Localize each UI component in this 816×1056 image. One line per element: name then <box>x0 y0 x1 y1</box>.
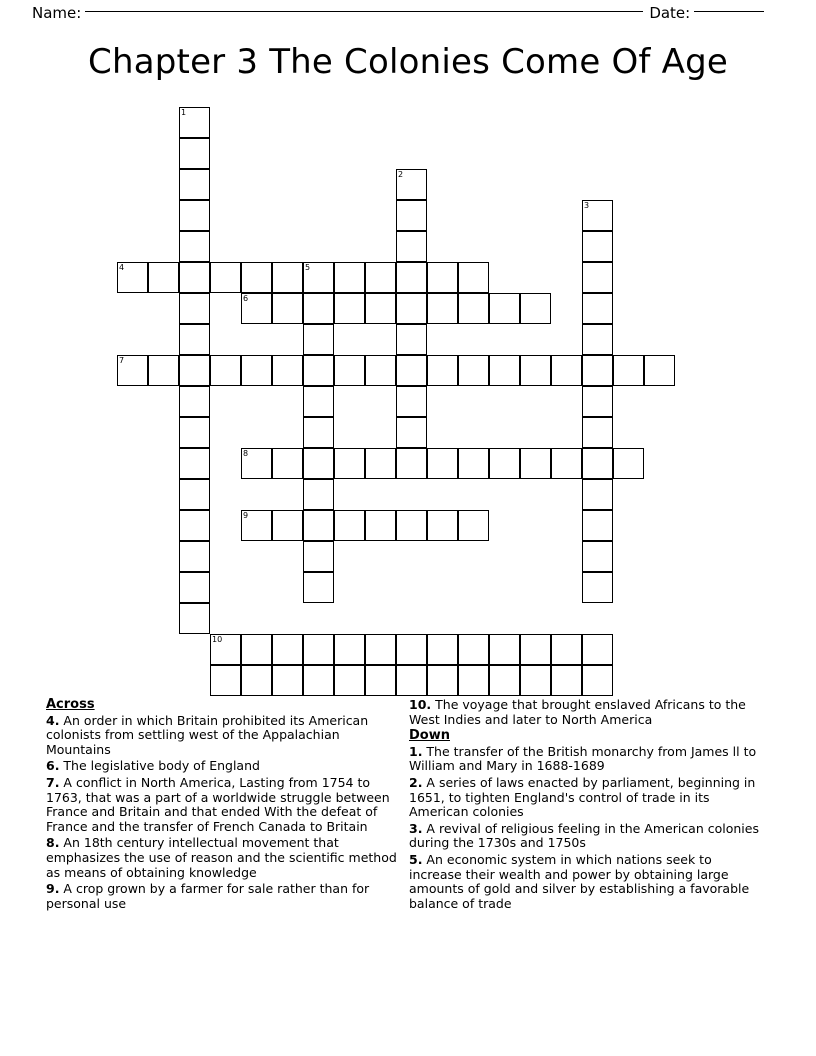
cell-number: 5 <box>305 263 311 272</box>
crossword-cell[interactable] <box>582 231 613 262</box>
crossword-cell[interactable] <box>613 355 644 386</box>
crossword-cell[interactable] <box>582 634 613 665</box>
crossword-cell[interactable] <box>179 510 210 541</box>
crossword-grid[interactable] <box>0 104 816 704</box>
crossword-cell[interactable] <box>489 355 520 386</box>
clue-text: An economic system in which nations seek to increase their wealth and power by obtaining large amounts of gold and silver by establishing a favorable balance of trade <box>409 851 750 911</box>
crossword-cell[interactable] <box>179 231 210 262</box>
clue-down-2 <box>409 776 764 820</box>
cell-number: 1 <box>181 108 187 117</box>
crossword-cell[interactable] <box>303 541 334 572</box>
crossword-cell[interactable] <box>148 355 179 386</box>
clue-across-10 <box>409 698 764 727</box>
crossword-cell[interactable] <box>396 386 427 417</box>
crossword-cell[interactable] <box>334 293 365 324</box>
crossword-cell[interactable] <box>241 634 272 665</box>
crossword-cell[interactable] <box>582 572 613 603</box>
crossword-cell[interactable] <box>582 665 613 696</box>
crossword-cell[interactable] <box>396 262 427 293</box>
crossword-cell[interactable] <box>489 293 520 324</box>
crossword-cell[interactable] <box>303 634 334 665</box>
cell-number: 10 <box>212 635 223 644</box>
crossword-cell[interactable] <box>365 293 396 324</box>
crossword-cell[interactable] <box>241 510 272 541</box>
crossword-cell[interactable] <box>427 355 458 386</box>
crossword-cell[interactable] <box>148 262 179 293</box>
date-label: Date: <box>649 4 691 22</box>
cell-number: 9 <box>243 511 249 520</box>
crossword-cell[interactable] <box>427 262 458 293</box>
clue-across-9 <box>46 882 401 911</box>
crossword-cell[interactable] <box>489 448 520 479</box>
crossword-cell[interactable] <box>427 510 458 541</box>
crossword-cell[interactable] <box>303 479 334 510</box>
crossword-cell[interactable] <box>365 448 396 479</box>
crossword-cell[interactable] <box>396 510 427 541</box>
clue-number: 3. <box>409 820 423 836</box>
crossword-cell[interactable] <box>396 169 427 200</box>
crossword-cell[interactable] <box>303 448 334 479</box>
clue-text: A series of laws enacted by parliament, beginning in 1651, to tighten England's control of trade in its American colonies <box>409 774 756 820</box>
crossword-cell[interactable] <box>179 262 210 293</box>
crossword-cell[interactable] <box>520 355 551 386</box>
crossword-cell[interactable] <box>582 479 613 510</box>
crossword-cell[interactable] <box>396 417 427 448</box>
crossword-cell[interactable] <box>241 293 272 324</box>
crossword-cell[interactable] <box>210 665 241 696</box>
name-label: Name: <box>32 4 82 22</box>
crossword-cell[interactable] <box>272 293 303 324</box>
crossword-cell[interactable] <box>551 665 582 696</box>
crossword-cell[interactable] <box>334 448 365 479</box>
crossword-cell[interactable] <box>241 355 272 386</box>
crossword-cell[interactable] <box>551 634 582 665</box>
clue-down-3 <box>409 822 764 851</box>
crossword-cell[interactable] <box>334 355 365 386</box>
crossword-cell[interactable] <box>396 324 427 355</box>
crossword-cell[interactable] <box>117 355 148 386</box>
crossword-cell[interactable] <box>582 541 613 572</box>
crossword-cell[interactable] <box>520 448 551 479</box>
crossword-cell[interactable] <box>272 262 303 293</box>
cell-number: 3 <box>584 201 590 210</box>
crossword-cell[interactable] <box>241 262 272 293</box>
clue-number: 10. <box>409 697 432 712</box>
crossword-cell[interactable] <box>458 293 489 324</box>
crossword-cell[interactable] <box>272 448 303 479</box>
crossword-cell[interactable] <box>427 293 458 324</box>
crossword-cell[interactable] <box>365 262 396 293</box>
cell-number: 2 <box>398 170 404 179</box>
name-date-line <box>0 0 816 26</box>
clue-across-4 <box>46 714 401 758</box>
crossword-cell[interactable] <box>303 324 334 355</box>
clue-number: 6. <box>46 758 60 774</box>
crossword-cell[interactable] <box>582 355 613 386</box>
clue-across-7 <box>46 776 401 834</box>
crossword-cell[interactable] <box>303 386 334 417</box>
crossword-cell[interactable] <box>613 448 644 479</box>
crossword-cell[interactable] <box>427 665 458 696</box>
crossword-cell[interactable] <box>179 200 210 231</box>
crossword-cell[interactable] <box>179 479 210 510</box>
crossword-cell[interactable] <box>303 355 334 386</box>
crossword-cell[interactable] <box>303 417 334 448</box>
clue-text: An order in which Britain prohibited its American colonists from settling west of the Appalachian Mountains <box>46 712 369 757</box>
across-heading: Across <box>46 697 95 712</box>
crossword-cell[interactable] <box>582 510 613 541</box>
clue-down-1 <box>409 745 764 774</box>
crossword-cell[interactable] <box>520 634 551 665</box>
crossword-cell[interactable] <box>272 510 303 541</box>
clue-across-8 <box>46 836 401 880</box>
crossword-cell[interactable] <box>489 665 520 696</box>
crossword-cell[interactable] <box>303 665 334 696</box>
crossword-cell[interactable] <box>272 665 303 696</box>
clue-text: A crop grown by a farmer for sale rather than for personal use <box>46 881 370 911</box>
crossword-cell[interactable] <box>303 293 334 324</box>
crossword-cell[interactable] <box>210 355 241 386</box>
crossword-cell[interactable] <box>117 262 148 293</box>
crossword-cell[interactable] <box>179 386 210 417</box>
clue-text: The voyage that brought enslaved Africans to the West Indies and later to North America <box>409 697 746 727</box>
clue-number: 1. <box>409 743 423 759</box>
clue-text: An 18th century intellectual movement that emphasizes the use of reason and the scientific method as means of obtaining knowledge <box>46 835 397 880</box>
crossword-cell[interactable] <box>458 665 489 696</box>
crossword-cell[interactable] <box>179 169 210 200</box>
crossword-cell[interactable] <box>396 293 427 324</box>
crossword-cell[interactable] <box>179 355 210 386</box>
crossword-cell[interactable] <box>396 665 427 696</box>
crossword-cell[interactable] <box>365 355 396 386</box>
crossword-cell[interactable] <box>210 262 241 293</box>
crossword-cell[interactable] <box>303 510 334 541</box>
cell-number: 7 <box>119 356 125 365</box>
crossword-cell[interactable] <box>582 324 613 355</box>
clue-number: 2. <box>409 774 423 790</box>
crossword-cell[interactable] <box>303 572 334 603</box>
crossword-cell[interactable] <box>334 634 365 665</box>
clue-number: 4. <box>46 712 60 728</box>
crossword-cell[interactable] <box>179 417 210 448</box>
crossword-cell[interactable] <box>179 572 210 603</box>
crossword-cell[interactable] <box>272 355 303 386</box>
crossword-cell[interactable] <box>365 665 396 696</box>
crossword-cell[interactable] <box>644 355 675 386</box>
cell-number: 6 <box>243 294 249 303</box>
clue-number: 5. <box>409 851 423 867</box>
crossword-cell[interactable] <box>551 355 582 386</box>
crossword-cell[interactable] <box>396 448 427 479</box>
crossword-cell[interactable] <box>427 634 458 665</box>
crossword-cell[interactable] <box>272 634 303 665</box>
clue-text: A conflict in North America, Lasting from 1754 to 1763, that was a part of a worldwide struggle between France and Britain and that ended With the defeat of France and the transfer of French Canada to Britain <box>46 774 390 834</box>
crossword-cell[interactable] <box>365 634 396 665</box>
clue-text: The transfer of the British monarchy from James ll to William and Mary in 1688-1689 <box>409 743 757 774</box>
cell-number: 8 <box>243 449 249 458</box>
crossword-cell[interactable] <box>458 448 489 479</box>
clue-number: 7. <box>46 774 60 790</box>
crossword-cell[interactable] <box>458 355 489 386</box>
clue-text: A revival of religious feeling in the American colonies during the 1730s and 1750s <box>409 820 759 851</box>
cell-number: 4 <box>119 263 125 272</box>
crossword-cell[interactable] <box>582 417 613 448</box>
crossword-cell[interactable] <box>334 510 365 541</box>
clue-text: The legislative body of England <box>59 758 260 774</box>
crossword-cell[interactable] <box>303 262 334 293</box>
crossword-cell[interactable] <box>179 107 210 138</box>
clue-down-5 <box>409 853 764 911</box>
crossword-cell[interactable] <box>241 665 272 696</box>
crossword-cell[interactable] <box>179 293 210 324</box>
clue-number: 8. <box>46 835 60 851</box>
crossword-cell[interactable] <box>551 448 582 479</box>
crossword-cell[interactable] <box>458 634 489 665</box>
crossword-cell[interactable] <box>582 262 613 293</box>
crossword-cell[interactable] <box>334 665 365 696</box>
crossword-cell[interactable] <box>427 448 458 479</box>
crossword-cell[interactable] <box>210 634 241 665</box>
crossword-cell[interactable] <box>396 355 427 386</box>
crossword-cell[interactable] <box>179 324 210 355</box>
crossword-cell[interactable] <box>179 541 210 572</box>
crossword-cell[interactable] <box>458 262 489 293</box>
date-write-line[interactable] <box>694 10 764 12</box>
crossword-cell[interactable] <box>582 200 613 231</box>
clue-across-6 <box>46 759 401 774</box>
crossword-cell[interactable] <box>179 448 210 479</box>
down-heading: Down <box>409 728 450 744</box>
crossword-cell[interactable] <box>396 231 427 262</box>
page-title: Chapter 3 The Colonies Come Of Age <box>88 42 728 82</box>
crossword-cell[interactable] <box>396 634 427 665</box>
crossword-cell[interactable] <box>520 293 551 324</box>
name-write-line[interactable] <box>85 10 643 12</box>
crossword-cell[interactable] <box>334 262 365 293</box>
crossword-cell[interactable] <box>396 200 427 231</box>
crossword-cell[interactable] <box>365 510 396 541</box>
crossword-cell[interactable] <box>582 448 613 479</box>
crossword-cell[interactable] <box>582 386 613 417</box>
crossword-cell[interactable] <box>582 293 613 324</box>
clues-column-right <box>409 698 764 913</box>
crossword-cell[interactable] <box>241 448 272 479</box>
clues-column-left <box>46 698 401 913</box>
crossword-cell[interactable] <box>179 603 210 634</box>
crossword-cell[interactable] <box>458 510 489 541</box>
crossword-cell[interactable] <box>179 138 210 169</box>
crossword-cell[interactable] <box>520 665 551 696</box>
crossword-cell[interactable] <box>489 634 520 665</box>
clue-number: 9. <box>46 881 60 897</box>
